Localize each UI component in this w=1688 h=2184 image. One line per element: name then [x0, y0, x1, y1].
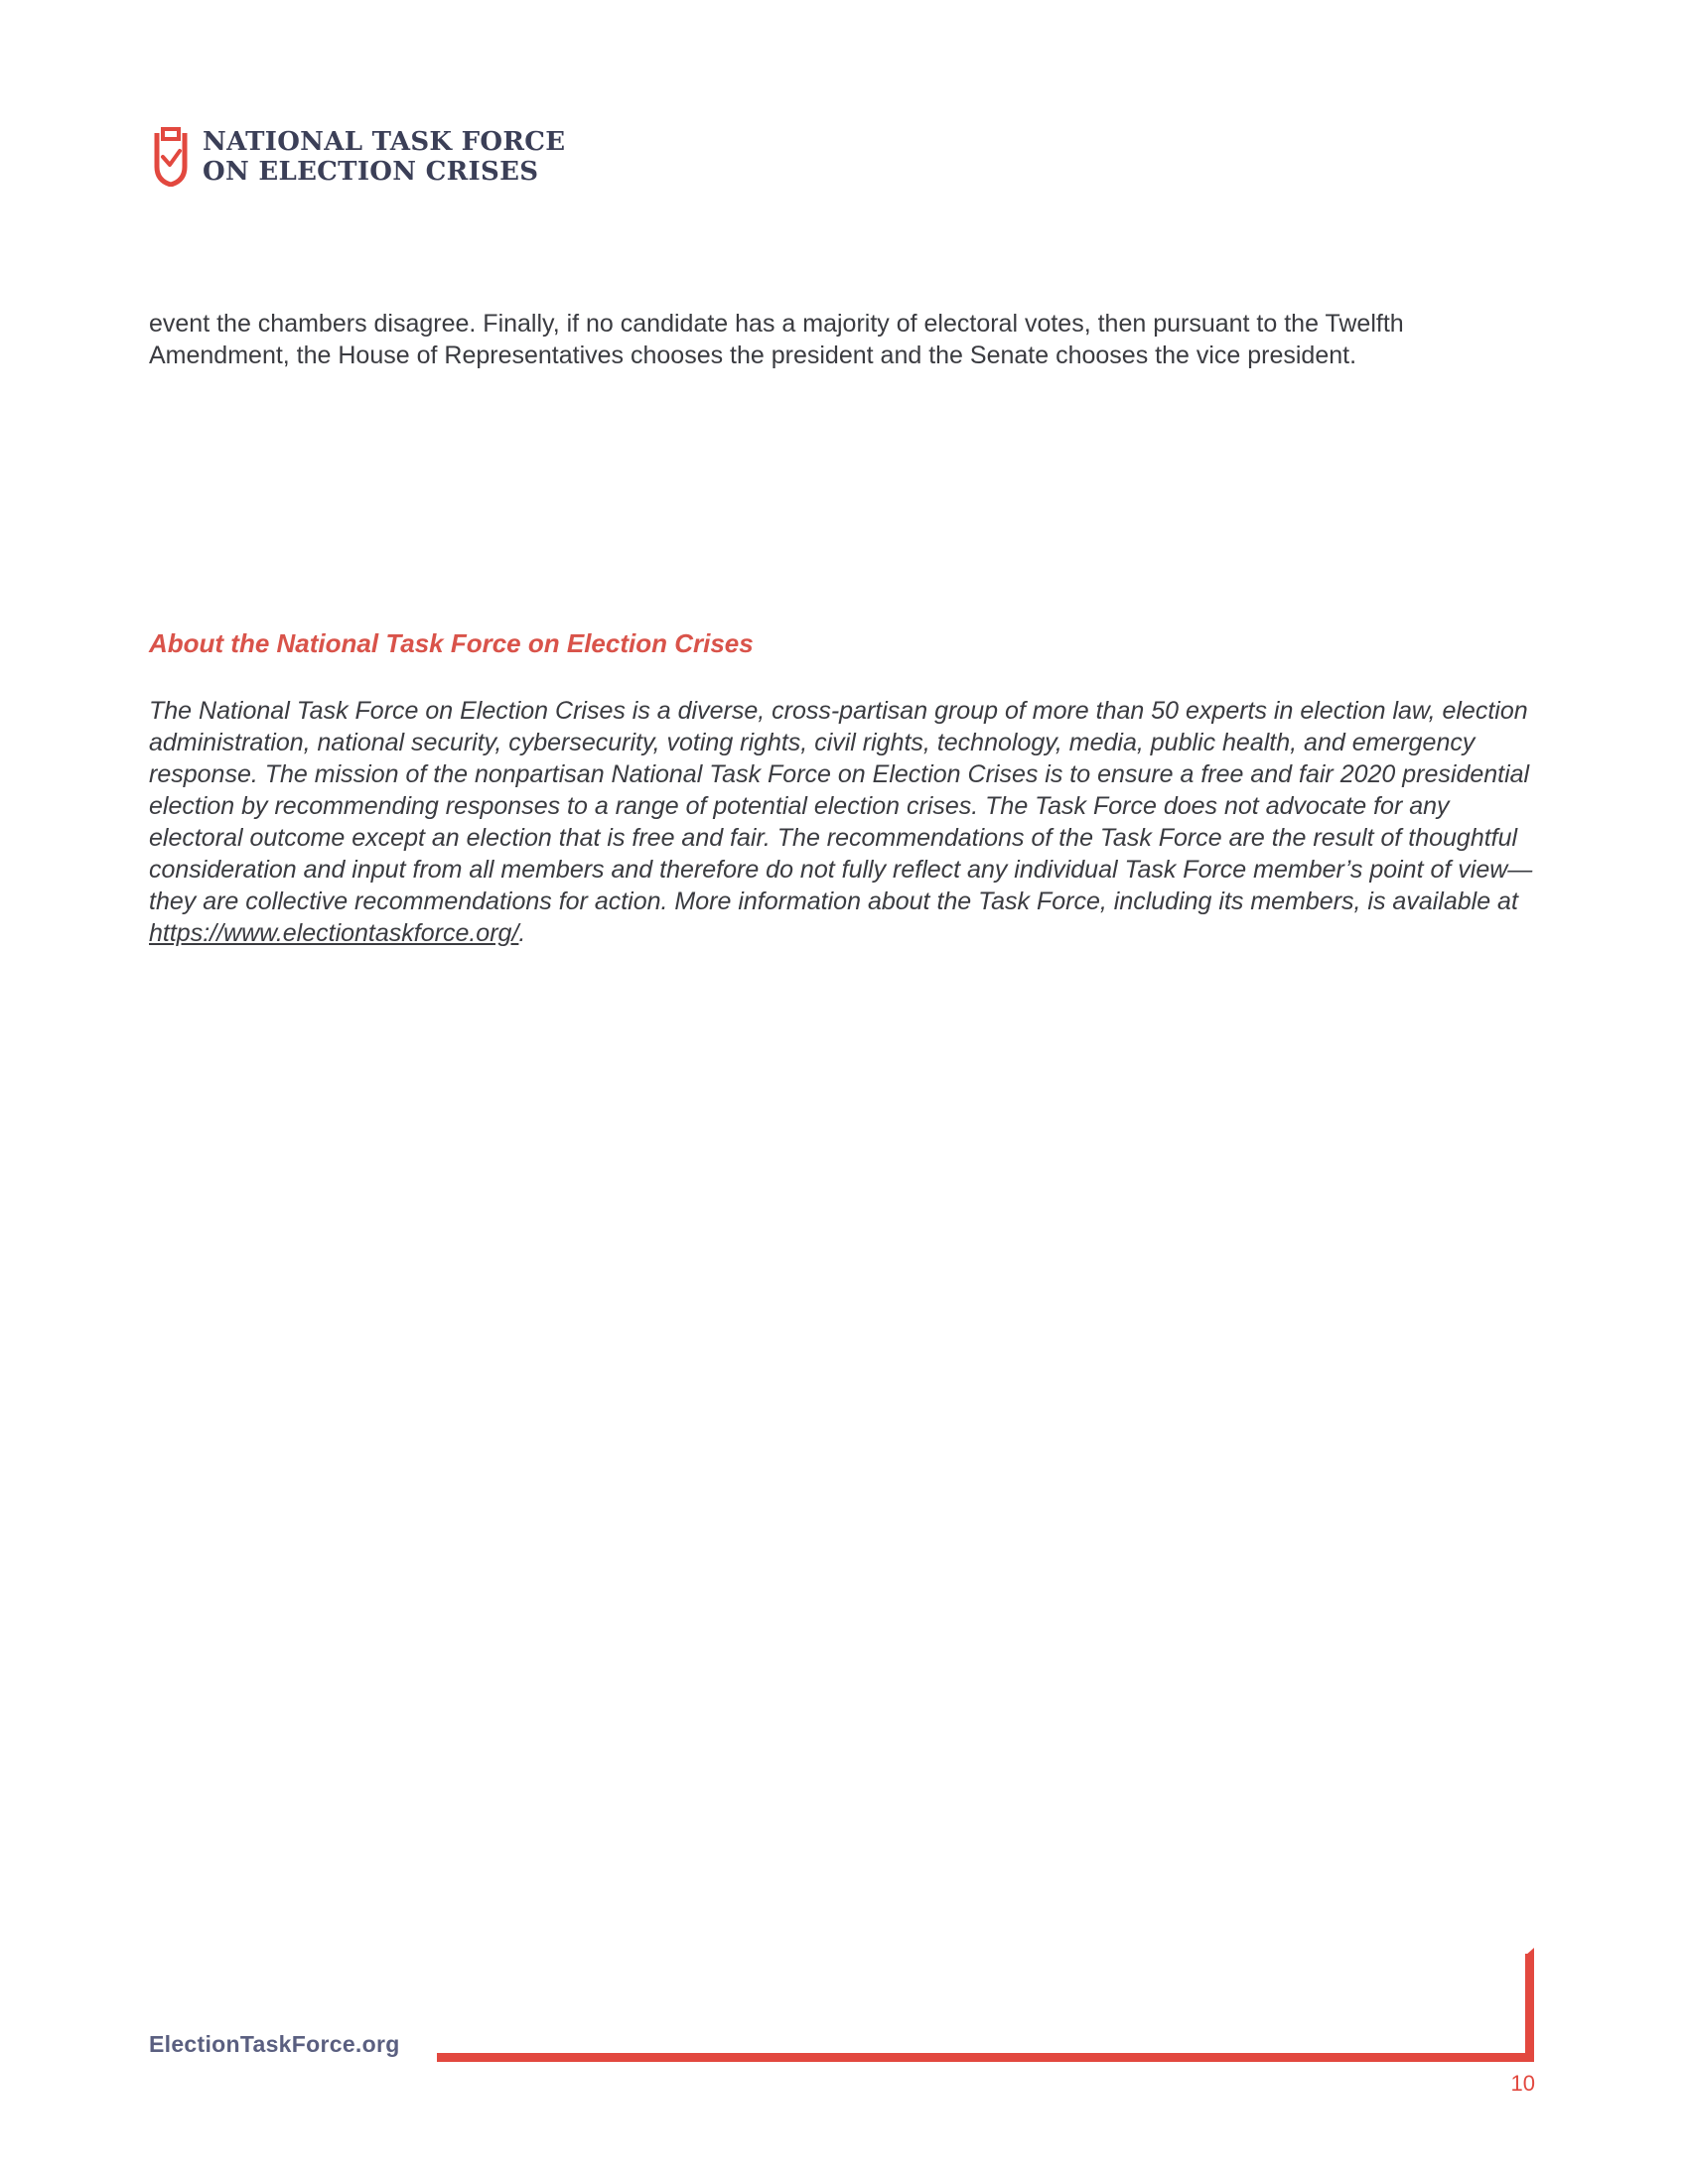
footer-rule — [437, 2053, 1534, 2062]
logo-text — [203, 127, 565, 187]
logo-line-1: NATIONAL TASK FORCE — [203, 127, 566, 157]
about-paragraph — [149, 695, 1539, 949]
about-text: The National Task Force on Election Crises is a diverse, cross-partisan group of more than 50 experts in election law, election administration, national security, cybersecurity, voting rights, civil rights, technology, media, public health, and emergency response. The mission of the nonpartisan National Task Force on Election Crises is to ensure a free and fair 2020 presidential election by recommending responses to a range of potential election crises. The Task Force does not advocate for any electoral outcome except an election that is free and fair. The recommendations of the Task Force are the result of thoughtful consideration and input from all members and therefore do not fully reflect any individual Task Force member’s point of view—they are collective recommendations for action. More information about the Task Force, including its members, is available at — [149, 697, 1533, 915]
logo-line-2: ON ELECTION CRISES — [203, 157, 539, 187]
about-end: . — [518, 919, 526, 947]
website-link[interactable]: https://www.electiontaskforce.org/ — [149, 919, 519, 947]
footer-site-label: ElectionTaskForce.org — [149, 2031, 400, 2057]
body-paragraph: event the chambers disagree. Finally, if no candidate has a majority of electoral votes, then pursuant to the Twelfth Amendment, the House of Representatives chooses the president and the Senate chooses the vice president. — [149, 310, 1404, 369]
footer-rule-vertical — [1525, 1954, 1534, 2062]
page-number: 10 — [1510, 2071, 1535, 2096]
header-logo — [149, 127, 565, 187]
about-heading: About the National Task Force on Election Crises — [149, 628, 754, 658]
ballot-shield-icon — [149, 127, 193, 187]
